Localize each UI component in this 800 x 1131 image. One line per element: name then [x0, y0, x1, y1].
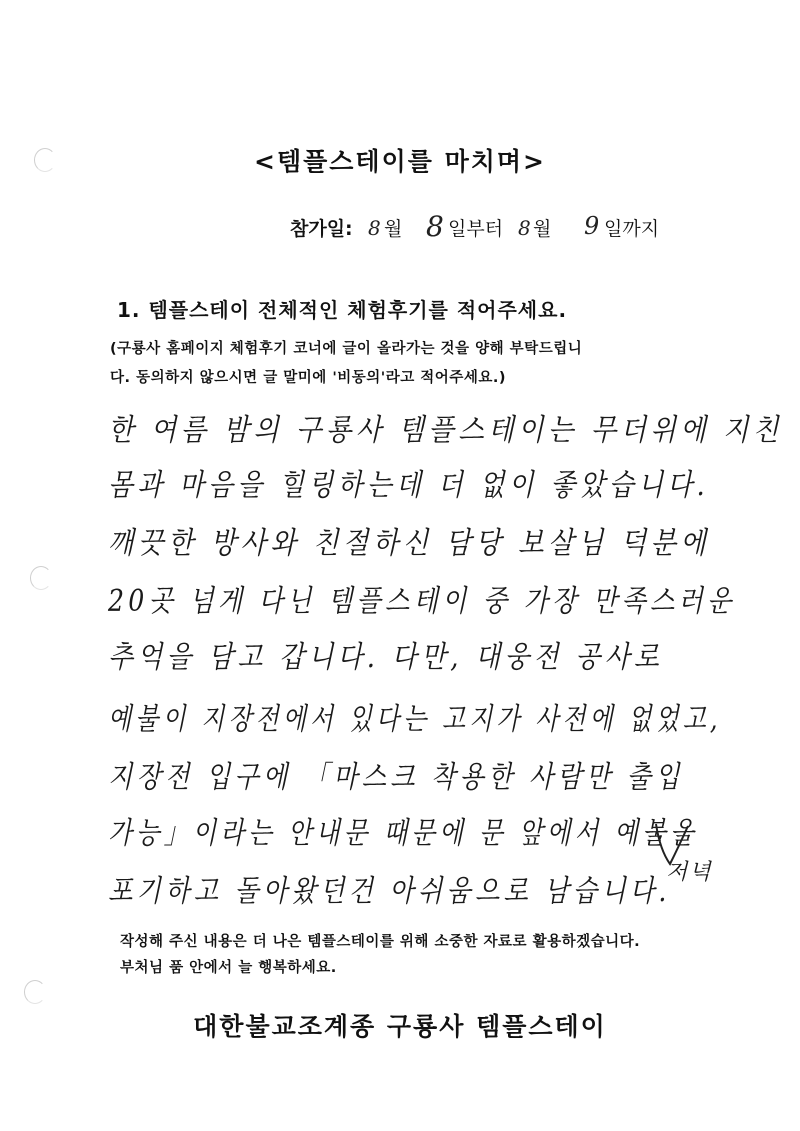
binder-hole-bottom [24, 980, 46, 1004]
participation-period [290, 210, 690, 250]
handwriting-line: 깨끗한 방사와 친절하신 담당 보살님 덕분에 [108, 526, 711, 561]
handwriting-line: 예불이 지장전에서 있다는 고지가 사전에 없었고, [108, 702, 722, 737]
organization-name: 대한불교조계종 구룡사 템플스테이 [193, 1012, 607, 1041]
start-month-unit: 월 [384, 218, 403, 240]
question-title: 1. 템플스테이 전체적인 체험후기를 적어주세요. [117, 298, 568, 322]
footer-note-line1: 작성해 주신 내용은 더 나은 템플스테이를 위해 소중한 자료로 활용하겠습니다. [120, 934, 641, 950]
handwriting-line: 몸과 마음을 힐링하는데 더 없이 좋았습니다. [108, 468, 710, 503]
handwriting-line: 가능」이라는 안내문 때문에 문 앞에서 예불을 [108, 816, 698, 851]
to-unit: 일까지 [604, 218, 660, 240]
binder-hole-middle [30, 566, 52, 590]
end-month-unit: 월 [533, 218, 552, 240]
handwriting-line: 20곳 넘게 다닌 템플스테이 중 가장 만족스러운 [108, 584, 736, 619]
start-day-value: 8 [426, 210, 444, 243]
page-title: <템플스테이를 마치며> [254, 147, 546, 176]
handwriting-line: 지장전 입구에 「마스크 착용한 사람만 출입 [108, 760, 684, 795]
handwriting-insert: 저녁 [666, 860, 713, 885]
period-label: 참가일: [290, 218, 353, 240]
consent-note-line2: 다. 동의하지 않으시면 글 말미에 '비동의'라고 적어주세요.) [110, 370, 506, 386]
from-unit: 일부터 [448, 218, 504, 240]
start-month-value: 8 [368, 216, 381, 240]
end-month-value: 8 [518, 216, 531, 240]
end-day-value: 9 [584, 212, 600, 240]
handwriting-line: 포기하고 돌아왔던건 아쉬움으로 남습니다. [108, 874, 671, 909]
consent-note-line1: (구룡사 홈페이지 체험후기 코너에 글이 올라가는 것을 양해 부탁드립니 [110, 341, 583, 357]
handwriting-line: 추억을 담고 갑니다. 다만, 대웅전 공사로 [108, 640, 664, 675]
handwriting-line: 한 여름 밤의 구룡사 템플스테이는 무더위에 지친 [108, 413, 783, 448]
footer-note-line2: 부처님 품 안에서 늘 행복하세요. [120, 960, 337, 976]
